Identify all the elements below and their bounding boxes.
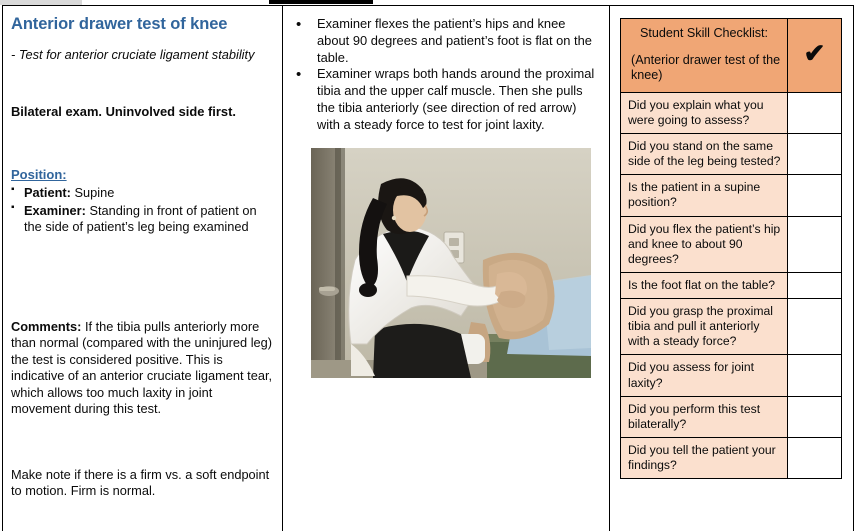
list-item-examiner — [11, 203, 274, 236]
checklist-answer-box[interactable] — [788, 355, 842, 396]
comments-text: If the tibia pulls anteriorly more than normal (compared with the uninjured leg) the test is considered positive. This is indicative of an anterior cruciate ligament tear, which allows too much laxity in joint movement during this test. — [11, 319, 273, 416]
checklist-answer-box[interactable] — [788, 272, 842, 298]
position-list — [11, 185, 274, 235]
checkmark-icon: ✔ — [803, 38, 826, 69]
checklist-header-title: Student Skill Checklist: — [639, 26, 769, 40]
patient-label: Patient: — [24, 185, 71, 201]
table-row — [621, 299, 842, 355]
patient-value: Supine — [70, 185, 115, 201]
checklist-question: Did you explain what you were going to assess? — [621, 92, 788, 133]
checklist-answer-box[interactable] — [788, 175, 842, 216]
table-row — [621, 355, 842, 396]
procedure-steps-list — [283, 16, 609, 133]
checklist-question: Did you tell the patient your findings? — [621, 437, 788, 478]
endpoint-note: Make note if there is a firm vs. a soft endpoint to motion. Firm is normal. — [11, 467, 270, 499]
table-row — [621, 134, 842, 175]
checklist-question: Did you perform this test bilaterally? — [621, 396, 788, 437]
page-title: Anterior drawer test of knee — [11, 15, 228, 33]
table-row — [621, 437, 842, 478]
checklist-answer-box[interactable] — [788, 134, 842, 175]
examiner-value: Standing in front of patient on the side of patient’s leg being examined — [24, 202, 257, 234]
checklist-question: Is the patient in a supine position? — [621, 175, 788, 216]
table-row — [621, 92, 842, 133]
examiner-label: Examiner: — [24, 202, 86, 218]
position-heading: Position: — [11, 167, 67, 183]
table-row — [621, 216, 842, 272]
page-subtitle: - Test for anterior cruciate ligament stability — [11, 46, 255, 62]
list-item-step-2: • Examiner wraps both hands around the proximal tibia and the upper calf muscle. Then she pulls the tibia anteriorly (see direction of red arrow) with a steady force to test for joint laxity. — [295, 66, 599, 133]
table-row — [621, 272, 842, 298]
list-item-patient — [11, 185, 274, 201]
black-band-artifact — [269, 0, 373, 4]
gray-band-artifact — [0, 0, 82, 5]
checklist-question: Did you assess for joint laxity? — [621, 355, 788, 396]
list-item-step-1: • Examiner flexes the patient’s hips and knee about 90 degrees and patient’s foot is flat on the table. — [295, 16, 599, 66]
checklist-answer-box[interactable] — [788, 299, 842, 355]
middle-panel — [283, 6, 610, 531]
checklist-answer-box[interactable] — [788, 216, 842, 272]
table-row-header — [621, 19, 842, 93]
checklist-answer-box[interactable] — [788, 396, 842, 437]
top-edge-artifacts — [0, 0, 856, 6]
exam-technique-photo — [311, 148, 591, 378]
student-skill-checklist-table — [620, 18, 842, 479]
checklist-header-title-cell — [621, 19, 788, 93]
checklist-question: Did you grasp the proximal tibia and pull it anteriorly with a steady force? — [621, 299, 788, 355]
checklist-answer-box[interactable] — [788, 92, 842, 133]
checklist-answer-box[interactable] — [788, 437, 842, 478]
table-row — [621, 396, 842, 437]
slide-frame — [2, 5, 854, 531]
checklist-question: Did you stand on the same side of the leg being tested? — [621, 134, 788, 175]
check-column-header — [788, 19, 842, 93]
checklist-header-subtitle: (Anterior drawer test of the knee) — [631, 52, 781, 83]
left-panel — [3, 6, 283, 531]
right-panel — [610, 6, 851, 531]
checklist-question: Did you flex the patient’s hip and knee to about 90 degrees? — [621, 216, 788, 272]
bilateral-exam-note: Bilateral exam. Uninvolved side first. — [11, 104, 236, 120]
table-row — [621, 175, 842, 216]
comments-label: Comments: — [11, 319, 82, 334]
comments-block — [11, 319, 274, 417]
checklist-question: Is the foot flat on the table? — [621, 272, 788, 298]
